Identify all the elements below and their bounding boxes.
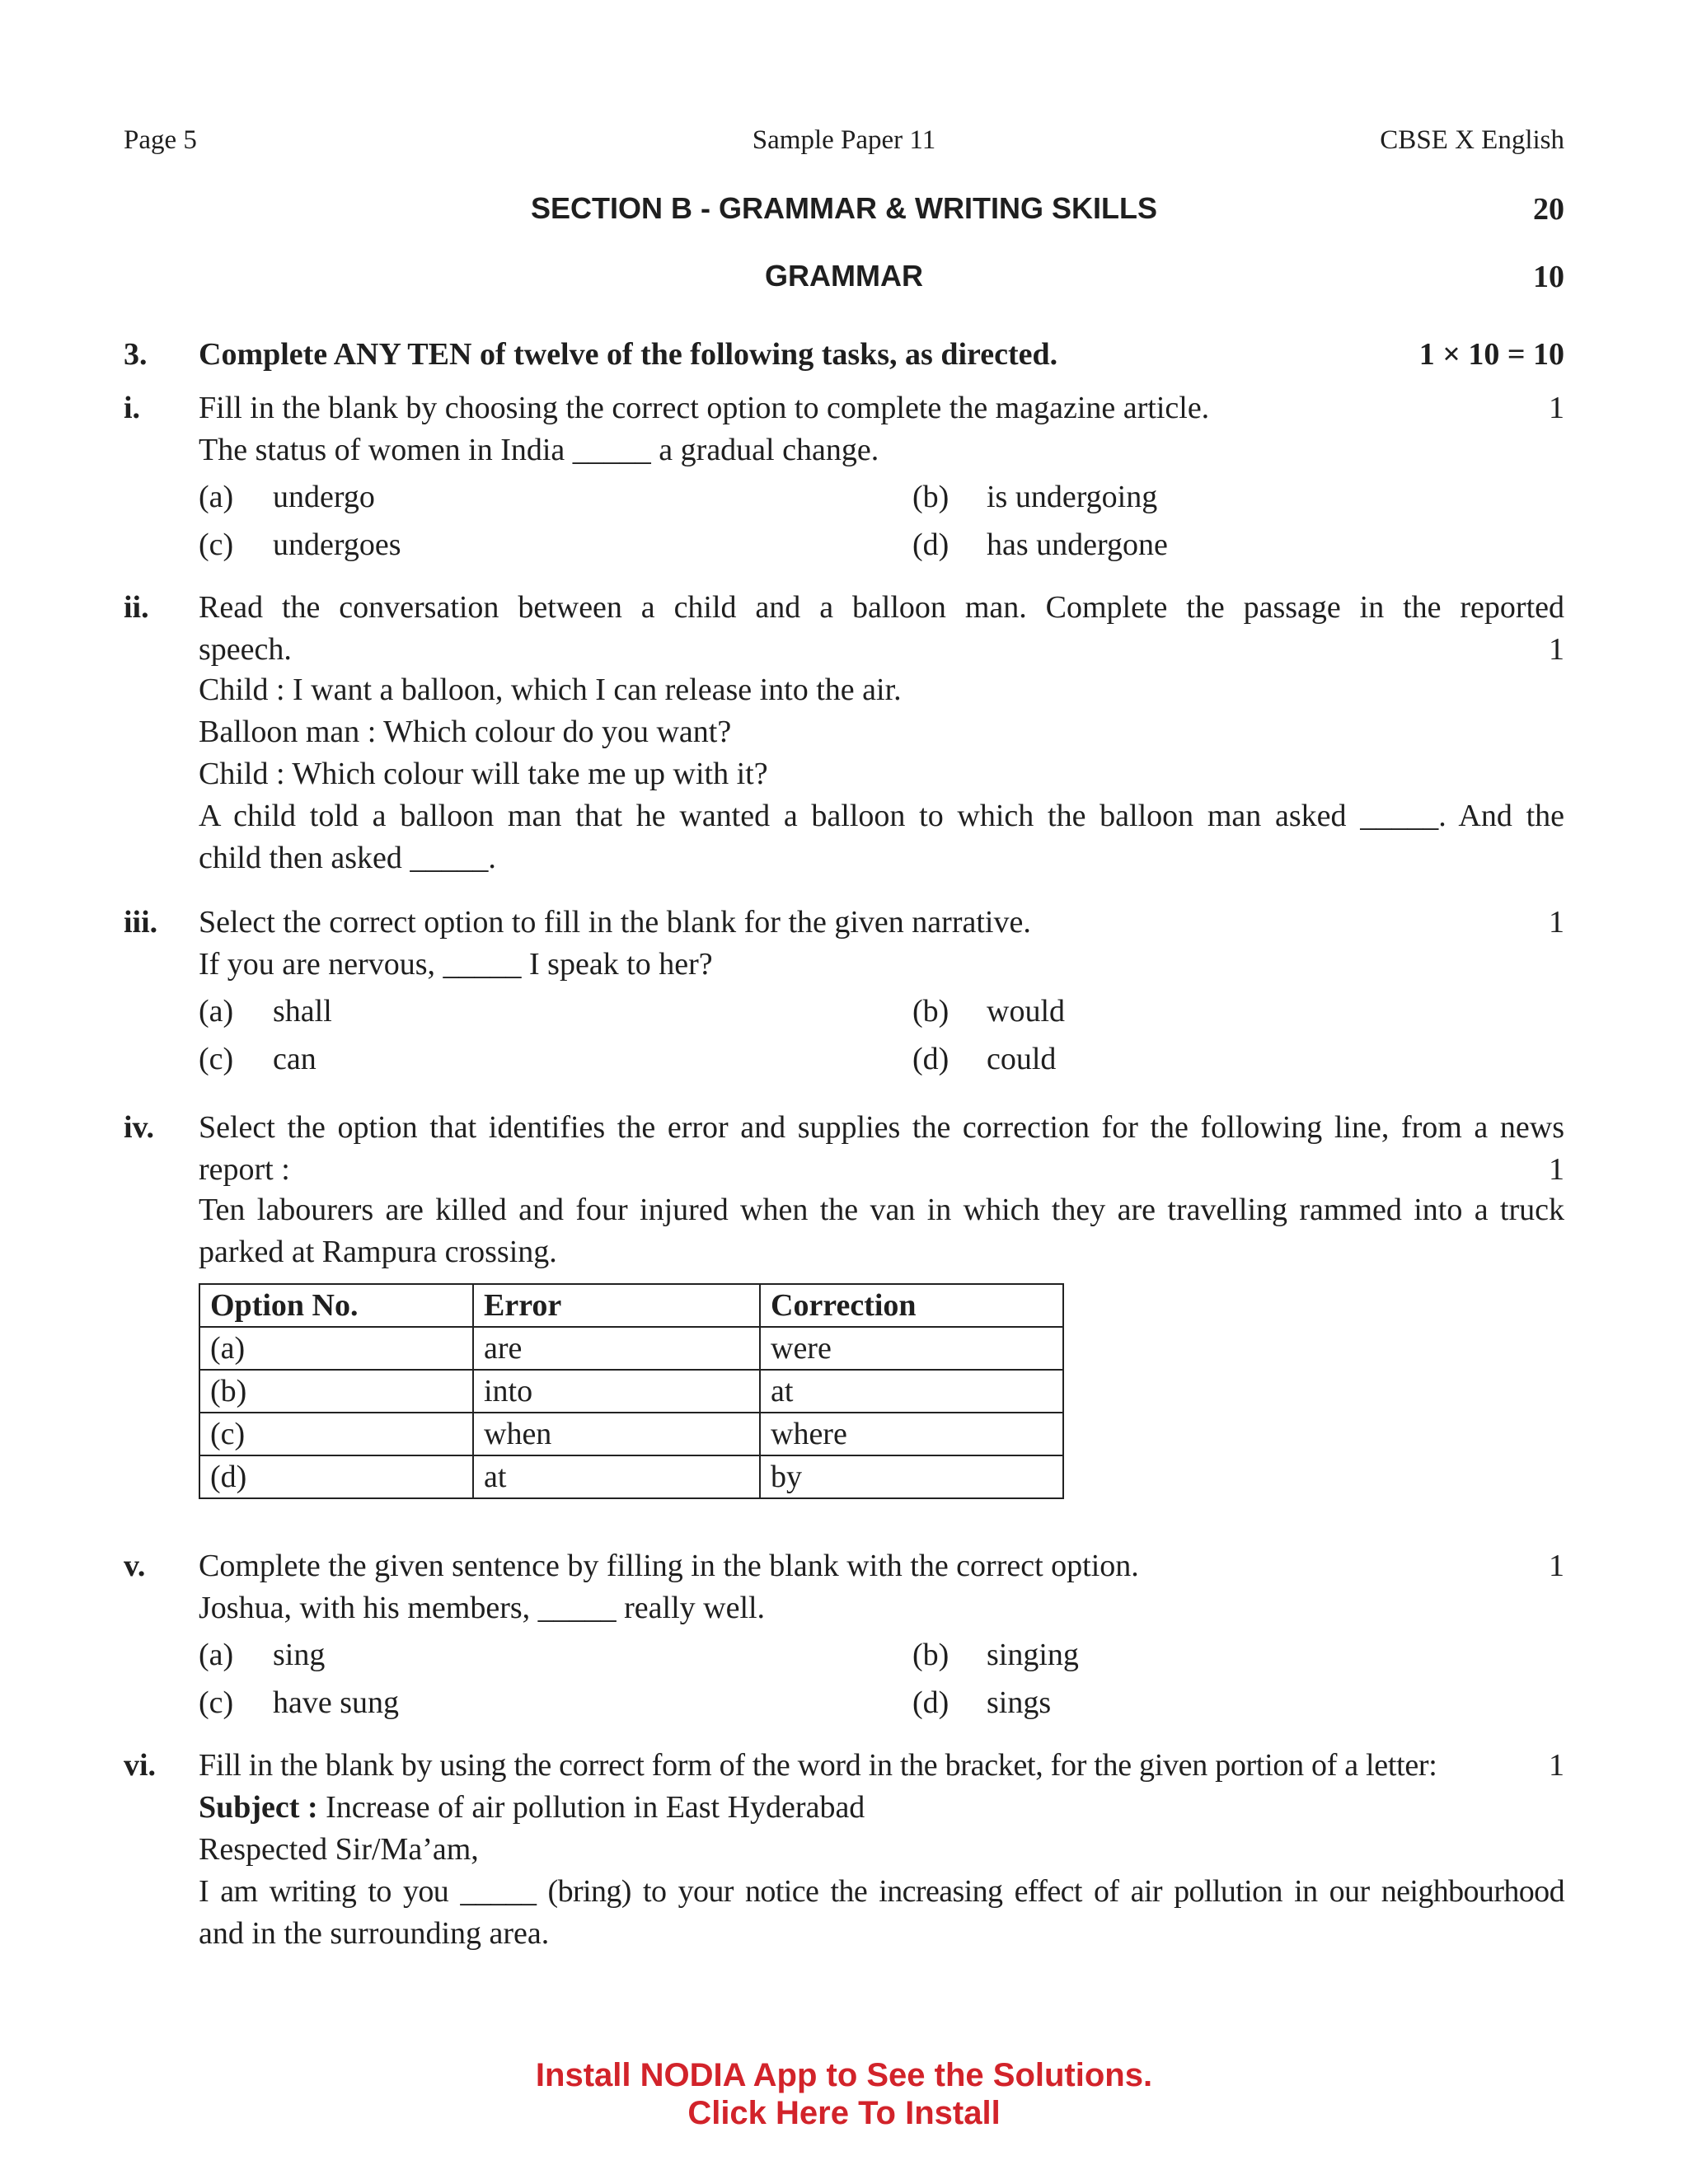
cell-error: into bbox=[473, 1370, 760, 1413]
instruction: Fill in the blank by choosing the correct option to complete the magazine article. bbox=[199, 391, 1210, 425]
cell-correction: where bbox=[760, 1413, 1063, 1455]
click-to-install-link[interactable]: Click Here To Install bbox=[687, 2095, 1001, 2131]
option-c: (c) have sung bbox=[199, 1685, 400, 1720]
section-marks: 20 bbox=[1533, 192, 1564, 227]
question-marks: 1 × 10 = 10 bbox=[1418, 337, 1564, 372]
letter-subject bbox=[199, 1787, 1564, 1829]
page-number: Page 5 bbox=[124, 124, 197, 155]
reported-line: child then asked _____. bbox=[199, 841, 496, 875]
table-row bbox=[199, 1413, 1063, 1455]
option-c: (c) undergoes bbox=[199, 527, 401, 562]
letter-body: I am writing to you _____ (bring) to your notice the increasing effect of air pollution in our neighbourhood bbox=[199, 1874, 1564, 1909]
error-correction-table bbox=[199, 1283, 1064, 1499]
cell-option: (b) bbox=[199, 1370, 473, 1413]
reported-line: A child told a balloon man that he wanted a balloon to which the balloon man asked _____. And the bbox=[199, 799, 1564, 833]
cell-option: (a) bbox=[199, 1327, 473, 1370]
question-marks: 1 bbox=[1549, 391, 1564, 425]
sentence: Ten labourers are killed and four injured when the van in which they are travelling rammed into a truck bbox=[199, 1193, 1564, 1227]
question-number: v. bbox=[124, 1549, 146, 1583]
instruction-cont: speech. bbox=[199, 632, 292, 667]
letter-body-cont: and in the surrounding area. bbox=[199, 1916, 550, 1951]
cell-correction: were bbox=[760, 1327, 1063, 1370]
subject-text: Increase of air pollution in East Hyderabad bbox=[326, 1790, 865, 1825]
question-ii bbox=[124, 587, 1564, 883]
question-vi bbox=[124, 1745, 1564, 1967]
question-text: Complete ANY TEN of twelve of the following tasks, as directed. bbox=[199, 337, 1058, 372]
instruction: Complete the given sentence by filling in the blank with the correct option. bbox=[199, 1549, 1139, 1583]
question-number: iv. bbox=[124, 1110, 154, 1145]
cell-correction: at bbox=[760, 1370, 1063, 1413]
question-iii bbox=[124, 902, 1564, 1083]
option-d: (d) sings bbox=[912, 1685, 1052, 1720]
dialogue-line: Child : I want a balloon, which I can release into the air. bbox=[199, 673, 902, 707]
question-marks: 1 bbox=[1549, 905, 1564, 940]
table-row bbox=[199, 1370, 1063, 1413]
subsection-heading bbox=[124, 259, 1564, 300]
install-app-promo bbox=[0, 2056, 1688, 2132]
question-number: iii. bbox=[124, 905, 158, 940]
option-d: (d) could bbox=[912, 1042, 1057, 1076]
question-3 bbox=[124, 334, 1564, 377]
option-b: (b) is undergoing bbox=[912, 480, 1158, 514]
cell-error: when bbox=[473, 1413, 760, 1455]
question-number: ii. bbox=[124, 590, 149, 625]
instruction: Fill in the blank by using the correct form of the word in the bracket, for the given portion of a letter: bbox=[199, 1748, 1437, 1783]
question-v bbox=[124, 1545, 1564, 1727]
dialogue-line: Balloon man : Which colour do you want? bbox=[199, 715, 732, 749]
table-row bbox=[199, 1455, 1063, 1498]
table-header-row bbox=[199, 1284, 1063, 1327]
subject-label: Subject : bbox=[199, 1790, 318, 1825]
section-heading bbox=[124, 191, 1564, 232]
table-row bbox=[199, 1327, 1063, 1370]
question-marks: 1 bbox=[1549, 632, 1564, 667]
sentence: If you are nervous, _____ I speak to her? bbox=[199, 947, 713, 982]
page-header bbox=[124, 122, 1564, 158]
paper-title: Sample Paper 11 bbox=[752, 124, 936, 155]
question-marks: 1 bbox=[1549, 1549, 1564, 1583]
instruction: Select the option that identifies the error and supplies the correction for the following line, from a news bbox=[199, 1110, 1564, 1145]
install-app-link[interactable]: Install NODIA App to See the Solutions. bbox=[535, 2057, 1153, 2093]
sentence: Joshua, with his members, _____ really well. bbox=[199, 1591, 766, 1625]
sentence-cont: parked at Rampura crossing. bbox=[199, 1235, 557, 1269]
instruction-cont: report : bbox=[199, 1152, 290, 1187]
letter-salutation: Respected Sir/Ma’am, bbox=[199, 1832, 479, 1867]
cell-error: at bbox=[473, 1455, 760, 1498]
cell-option: (c) bbox=[199, 1413, 473, 1455]
question-number: i. bbox=[124, 391, 141, 425]
header-correction: Correction bbox=[760, 1284, 1063, 1327]
header-error: Error bbox=[473, 1284, 760, 1327]
option-c: (c) can bbox=[199, 1042, 316, 1076]
subject-title: CBSE X English bbox=[1380, 124, 1564, 155]
subsection-title: GRAMMAR bbox=[765, 259, 923, 293]
question-marks: 1 bbox=[1549, 1152, 1564, 1187]
section-title: SECTION B - GRAMMAR & WRITING SKILLS bbox=[531, 191, 1157, 225]
option-b: (b) would bbox=[912, 994, 1065, 1029]
option-a: (a) sing bbox=[199, 1638, 326, 1672]
option-a: (a) undergo bbox=[199, 480, 375, 514]
option-d: (d) has undergone bbox=[912, 527, 1168, 562]
header-option: Option No. bbox=[199, 1284, 473, 1327]
cell-error: are bbox=[473, 1327, 760, 1370]
instruction: Select the correct option to fill in the blank for the given narrative. bbox=[199, 905, 1031, 940]
question-marks: 1 bbox=[1549, 1748, 1564, 1783]
sentence: The status of women in India _____ a gradual change. bbox=[199, 433, 879, 467]
instruction: Read the conversation between a child and a balloon man. Complete the passage in the reported bbox=[199, 590, 1564, 625]
subsection-marks: 10 bbox=[1533, 260, 1564, 294]
question-iv bbox=[124, 1107, 1564, 1519]
question-i bbox=[124, 387, 1564, 569]
dialogue-line: Child : Which colour will take me up with it? bbox=[199, 757, 768, 791]
cell-option: (d) bbox=[199, 1455, 473, 1498]
cell-correction: by bbox=[760, 1455, 1063, 1498]
option-a: (a) shall bbox=[199, 994, 332, 1029]
option-b: (b) singing bbox=[912, 1638, 1079, 1672]
question-number: vi. bbox=[124, 1748, 157, 1783]
question-number: 3. bbox=[124, 337, 148, 372]
